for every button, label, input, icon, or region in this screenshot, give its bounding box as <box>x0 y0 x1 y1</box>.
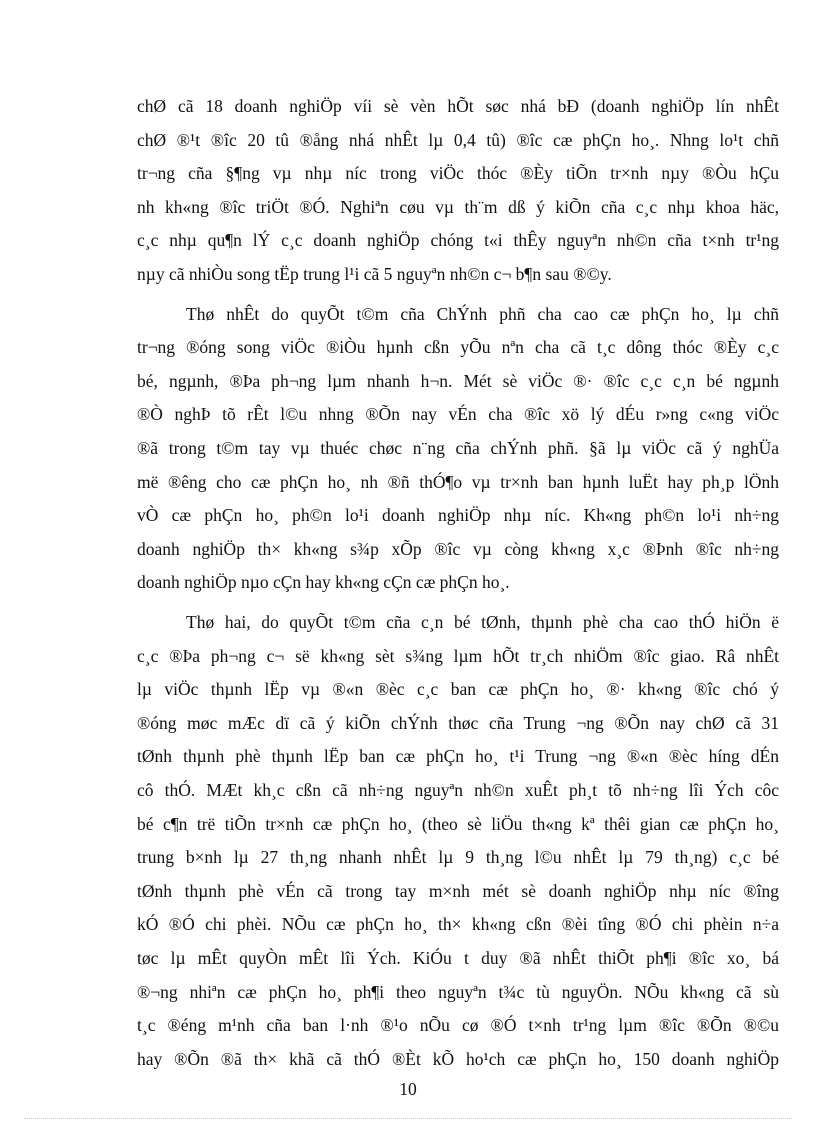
text-line: tr¬ng cña §¶ng vµ nhµ níc trong viÖc thóc ®Èy tiÕn tr×nh nµy ®Òu hÇu <box>137 163 779 184</box>
text-line: chØ cã 18 doanh nghiÖp víi sè vèn hÕt søc nhá bÐ (doanh nghiÖp lín nhÊt <box>137 96 779 116</box>
page-footer-divider <box>24 1118 792 1119</box>
text-line: trung b×nh lµ 27 th¸ng nhanh nhÊt lµ 9 th¸ng l©u nhÊt lµ 79 th¸ng) c¸c bé <box>137 847 779 868</box>
text-line: tr¬ng ®óng song viÖc ®iÒu hµnh cßn yÕu nªn cha cã t¸c dông thóc ®Èy c¸c <box>137 337 779 358</box>
text-line: doanh nghiÖp th× kh«ng s¾p xÕp ®îc vµ còng kh«ng x¸c ®Þnh ®îc nh÷ng <box>137 538 779 559</box>
text-line: vÒ cæ phÇn ho¸ ph©n lo¹i doanh nghiÖp nhµ níc. Kh«ng ph©n lo¹i nh÷ng <box>137 505 779 526</box>
text-line: tØnh thµnh phè thµnh lËp ban cæ phÇn ho¸ t¹i Trung ¬ng ®«n ®èc híng dÉn <box>137 746 779 767</box>
text-line: tØnh thµnh phè vÉn cã trong tay m×nh mét sè doanh nghiÖp nhµ níc ®îng <box>137 880 779 901</box>
text-line: bé c¶n trë tiÕn tr×nh cæ phÇn ho¸ (theo sè liÖu th«ng kª thêi gian cæ phÇn ho¸ <box>137 813 779 834</box>
text-line: ®óng møc mÆc dï cã ý kiÕn chÝnh thøc cña Trung ¬ng ®Õn nay chØ cã 31 <box>137 712 779 733</box>
text-line: tøc lµ mÊt quyÒn mÊt lîi Ých. KiÓu t duy ®ã nhÊt thiÕt ph¶i ®îc xo¸ bá <box>137 948 779 968</box>
text-line: chØ ®¹t ®îc 20 tû ®ång nhá nhÊt lµ 0,4 tû) ®îc cæ phÇn ho¸. Nhng lo¹t chñ <box>137 129 779 150</box>
text-line: doanh nghiÖp nµo cÇn hay kh«ng cÇn cæ phÇn ho¸. <box>137 572 510 593</box>
text-line: ®Ò nghÞ tõ rÊt l©u nhng ®Õn nay vÉn cha ®îc xö lý dÉu r»ng c«ng viÖc <box>137 404 779 425</box>
page-number: 10 <box>399 1078 417 1099</box>
text-line: nµy cã nhiÒu song tËp trung l¹i cã 5 nguyªn nh©n c¬ b¶n sau ®©y. <box>137 264 612 284</box>
text-line: më ®êng cho cæ phÇn ho¸ nh ®ñ thÓ¶o vµ tr×nh ban hµnh luËt hay ph¸p lÖnh <box>137 471 779 492</box>
text-line: c¸c nhµ qu¶n lÝ c¸c doanh nghiÖp chóng t«i thÊy nguyªn nh©n cña t×nh tr¹ng <box>137 230 779 251</box>
text-line: Thø hai, do quyÕt t©m cña c¸n bé tØnh, thµnh phè cha cao thÓ hiÖn ë <box>186 612 779 632</box>
text-line: Thø nhÊt do quyÕt t©m cña ChÝnh phñ cha cao cæ phÇn ho¸ lµ chñ <box>186 303 779 324</box>
text-line: ®¬ng nhiªn cæ phÇn ho¸ ph¶i theo nguyªn t¾c tù nguyÖn. NÕu kh«ng cã sù <box>137 981 779 1002</box>
text-line: lµ viÖc thµnh lËp vµ ®«n ®èc c¸c ban cæ phÇn ho¸ ®· kh«ng ®îc chó ý <box>137 679 779 700</box>
text-line: cô thÓ. MÆt kh¸c cßn cã nh÷ng nguyªn nh©n xuÊt ph¸t tõ nh÷ng lîi Ých côc <box>137 780 779 800</box>
text-line: nh kh«ng ®îc triÖt ®Ó. Nghiªn cøu vµ th¨m dß ý kiÕn cña c¸c nhµ khoa häc, <box>137 196 779 217</box>
text-line: ®ã trong t©m tay vµ thuéc chøc n¨ng cña chÝnh phñ. §ã lµ viÖc cã ý nghÜa <box>137 438 779 458</box>
text-line: t¸c ®éng m¹nh cña ban l·nh ®¹o nÕu cø ®Ó t×nh tr¹ng lµm ®îc ®Õn ®©u <box>137 1015 779 1036</box>
text-line: c¸c ®Þa ph¬ng c¬ së kh«ng sèt s¾ng lµm hÕt tr¸ch nhiÖm ®îc giao. Râ nhÊt <box>137 645 779 666</box>
text-line: kÓ ®Ó chi phèi. NÕu cæ phÇn ho¸ th× kh«ng cßn ®èi tîng ®Ó chi phèin n÷a <box>137 914 779 935</box>
text-line: bé, ngµnh, ®Þa ph¬ng lµm nhanh h¬n. Mét sè viÖc ®· ®îc c¸c c¸n bé ngµnh <box>137 370 779 391</box>
text-line: hay ®Õn ®ã th× khã cã thÓ ®Èt kÕ ho¹ch cæ phÇn ho¸ 150 doanh nghiÖp <box>137 1048 779 1069</box>
